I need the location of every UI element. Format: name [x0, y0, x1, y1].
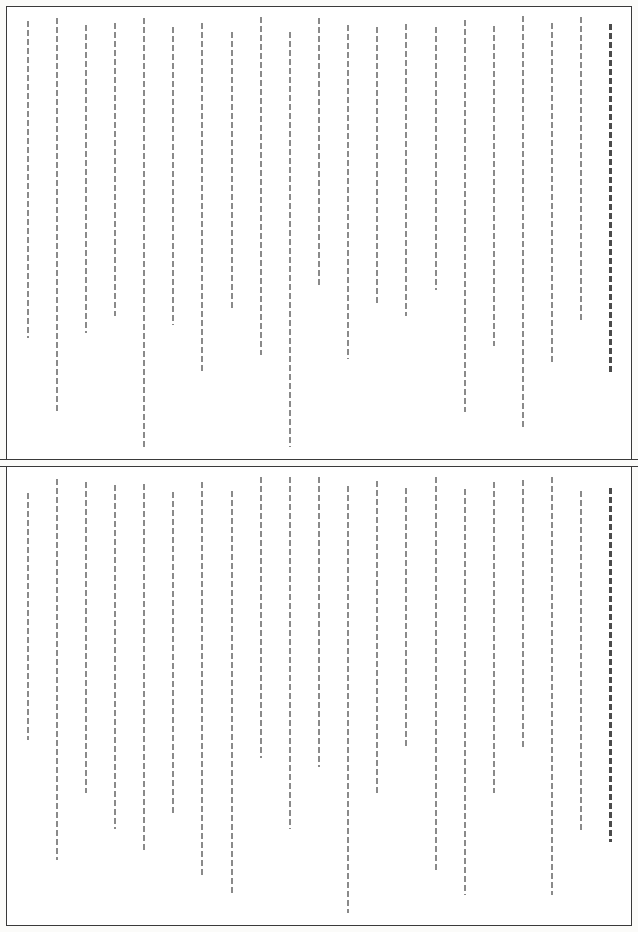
- text-line: [56, 479, 58, 860]
- text-line: [201, 23, 203, 373]
- text-column: [306, 475, 331, 917]
- text-line: [551, 23, 553, 364]
- text-column: [452, 15, 477, 451]
- text-column: [569, 475, 594, 917]
- text-column: [540, 15, 565, 451]
- text-column: [15, 475, 40, 917]
- text-line: [435, 27, 437, 290]
- text-line: [435, 477, 437, 873]
- text-column: [569, 15, 594, 451]
- text-line: [405, 24, 407, 316]
- text-line: [609, 24, 612, 373]
- text-line: [493, 482, 495, 793]
- text-line: [609, 488, 612, 842]
- text-column: [423, 15, 448, 451]
- text-column: [219, 475, 244, 917]
- text-column: [394, 15, 419, 451]
- text-column: [73, 15, 98, 451]
- text-column: [510, 15, 535, 451]
- text-column: [481, 475, 506, 917]
- text-column: [277, 15, 302, 451]
- upper-text-block: [6, 6, 632, 460]
- text-line: [580, 491, 582, 833]
- text-line: [347, 25, 349, 359]
- text-column: [598, 475, 623, 917]
- text-line: [347, 486, 349, 913]
- text-column: [73, 475, 98, 917]
- lower-text-block: [6, 466, 632, 926]
- text-column: [423, 475, 448, 917]
- text-column: [161, 475, 186, 917]
- text-line: [522, 16, 524, 429]
- text-line: [201, 482, 203, 877]
- text-line: [143, 18, 145, 447]
- text-column: [15, 15, 40, 451]
- text-column: [248, 475, 273, 917]
- text-line: [318, 477, 320, 767]
- text-column: [44, 15, 69, 451]
- text-column: [132, 475, 157, 917]
- text-line: [172, 27, 174, 325]
- text-column: [306, 15, 331, 451]
- text-line: [27, 21, 29, 338]
- text-line: [260, 477, 262, 758]
- text-column: [161, 15, 186, 451]
- text-column: [394, 475, 419, 917]
- text-line: [27, 493, 29, 740]
- text-column: [365, 15, 390, 451]
- text-column: [190, 15, 215, 451]
- text-column: [44, 475, 69, 917]
- text-line: [85, 482, 87, 793]
- text-column: [132, 15, 157, 451]
- text-line: [493, 26, 495, 346]
- text-column: [598, 15, 623, 451]
- text-line: [405, 488, 407, 749]
- text-line: [318, 18, 320, 285]
- text-line: [289, 32, 291, 447]
- text-column: [190, 475, 215, 917]
- text-line: [231, 32, 233, 311]
- text-line: [114, 485, 116, 829]
- text-column: [248, 15, 273, 451]
- text-line: [464, 489, 466, 895]
- text-line: [522, 480, 524, 749]
- text-column: [336, 15, 361, 451]
- text-line: [172, 492, 174, 815]
- text-column: [540, 475, 565, 917]
- text-column: [277, 475, 302, 917]
- text-line: [580, 17, 582, 320]
- text-line: [551, 477, 553, 895]
- text-column: [510, 475, 535, 917]
- text-column: [219, 15, 244, 451]
- text-line: [464, 20, 466, 412]
- text-column: [102, 15, 127, 451]
- text-line: [85, 25, 87, 333]
- text-column: [336, 475, 361, 917]
- text-line: [260, 17, 262, 355]
- text-line: [114, 23, 116, 316]
- text-line: [376, 27, 378, 303]
- text-line: [143, 484, 145, 851]
- text-column: [481, 15, 506, 451]
- text-line: [289, 477, 291, 829]
- text-line: [231, 491, 233, 895]
- text-column: [102, 475, 127, 917]
- text-line: [56, 18, 58, 412]
- text-column: [365, 475, 390, 917]
- text-column: [452, 475, 477, 917]
- text-line: [376, 481, 378, 793]
